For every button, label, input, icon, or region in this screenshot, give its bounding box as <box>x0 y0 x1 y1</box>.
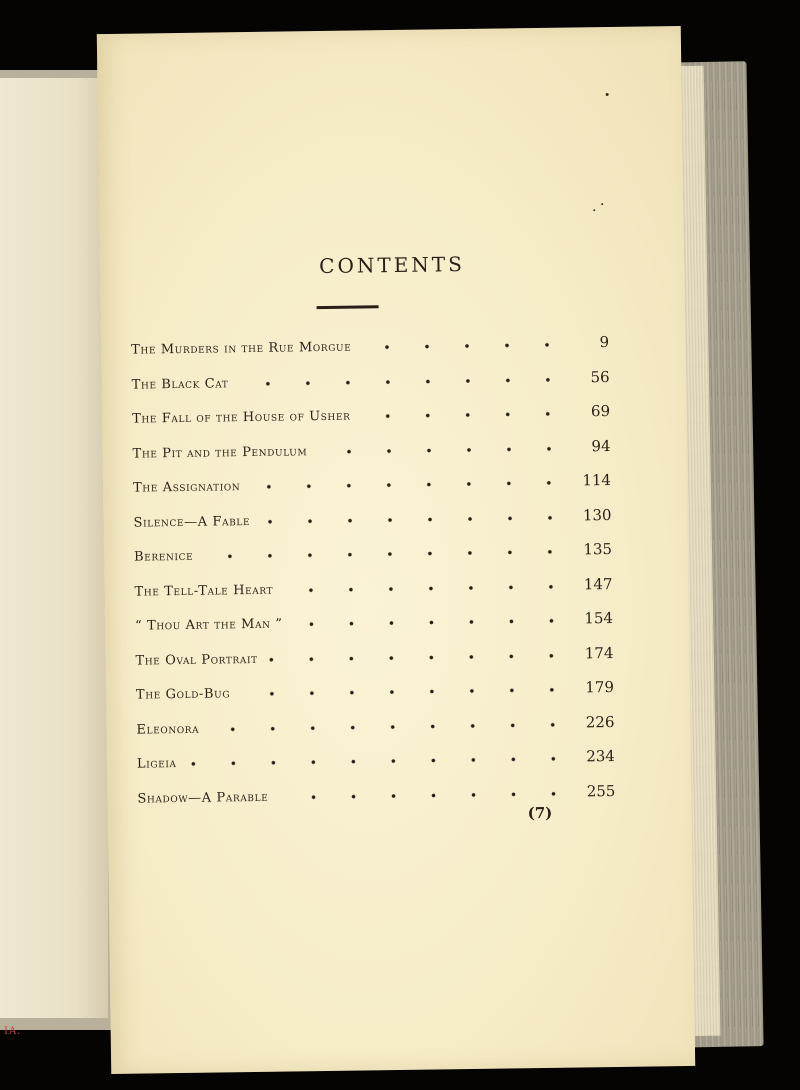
toc-entry-page: 114 <box>582 470 612 490</box>
toc-entry-title: The Murders in the Rue Morgue <box>131 339 352 358</box>
toc-entry-title: Ligeia <box>136 756 177 772</box>
paper-speck <box>601 203 603 205</box>
toc-entry-page: 56 <box>590 367 610 386</box>
toc-entry-title: The Tell-Tale Heart <box>134 582 274 600</box>
toc-entry-page: 234 <box>586 746 616 766</box>
toc-entry-page: 9 <box>599 333 610 352</box>
toc-entry-page: 154 <box>584 608 614 628</box>
leader-dots <box>266 644 572 662</box>
toc-entry-page: 255 <box>586 781 616 800</box>
toc-entry-title: “ Thou Art the Man ” <box>134 616 283 634</box>
toc-entry-title: The Gold-Bug <box>135 686 231 703</box>
toc-entry-title: The Fall of the House of Usher <box>132 408 351 427</box>
page-number-folio: (7) <box>527 803 553 823</box>
toc-entry-page: 69 <box>590 401 611 421</box>
leader-dots <box>359 334 567 351</box>
toc-entry-title: Eleonora <box>136 721 200 738</box>
leader-dots <box>290 610 571 628</box>
toc-entry-title: Berenice <box>133 548 194 565</box>
toc-entry-title: The Oval Portrait <box>135 651 258 669</box>
toc-entry-page: 135 <box>583 539 613 559</box>
toc-entry-page: 179 <box>585 677 615 697</box>
toc-entry-title: The Assignation <box>133 479 241 496</box>
toc-entry-page: 147 <box>583 574 613 593</box>
left-page-fragment-text: IA. <box>4 1026 22 1037</box>
leader-dots <box>258 506 570 524</box>
title-rule <box>317 305 379 309</box>
toc-entry-page: 174 <box>584 643 614 662</box>
toc-entry-page: 130 <box>582 505 612 524</box>
paper-speck <box>593 209 595 211</box>
toc-entry-title: The Pit and the Pendulum <box>132 443 308 462</box>
toc-entry-title: The Black Cat <box>131 375 229 393</box>
contents-page <box>97 26 695 1074</box>
left-page <box>0 78 108 1037</box>
toc-entry-page: 226 <box>585 712 615 731</box>
toc-entry-title: Silence—A Fable <box>133 513 251 531</box>
leader-dots <box>358 403 568 420</box>
toc-entry-title: Shadow—A Parable <box>137 789 269 807</box>
leader-dots <box>315 437 569 455</box>
leader-dots <box>276 782 573 800</box>
toc-entry-page: 94 <box>591 436 611 455</box>
page-title: CONTENTS <box>319 252 466 279</box>
leader-dots <box>281 575 571 593</box>
paper-speck <box>606 93 609 96</box>
table-of-contents <box>131 333 616 823</box>
